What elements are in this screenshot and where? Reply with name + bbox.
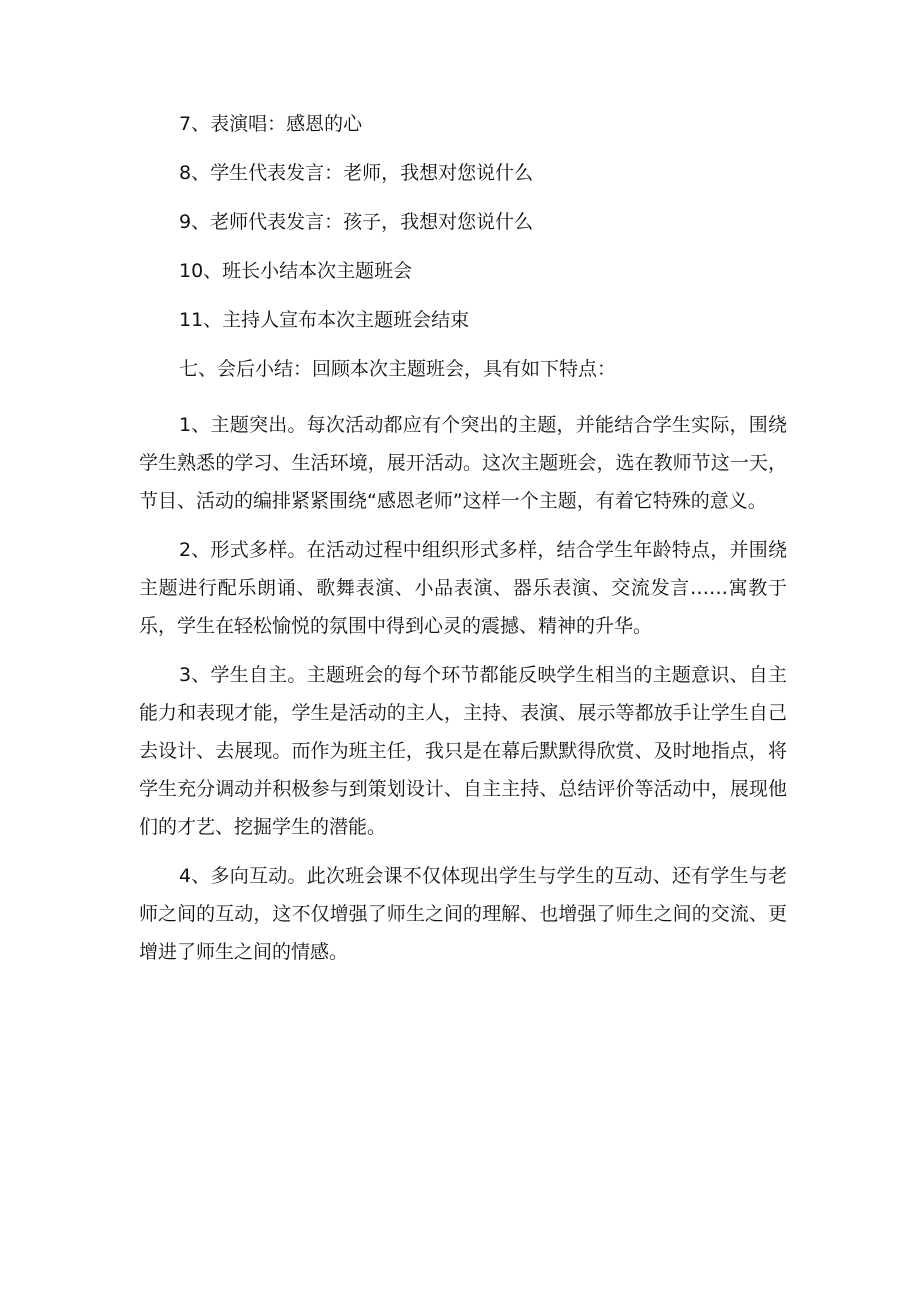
- program-item-7: 7、表演唱：感恩的心: [179, 113, 363, 135]
- program-item-8: 8、学生代表发言：老师，我想对您说什么: [179, 162, 534, 184]
- section-heading-summary: 七、会后小结：回顾本次主题班会，具有如下特点：: [179, 358, 617, 380]
- paragraph-theme: 1、主题突出。每次活动都应有个突出的主题，并能结合学生实际，围绕学生熟悉的学习、生活环境，展开活动。这次主题班会，选在教师节这一天，节目、活动的编排紧紧围绕“感恩老师”这样一个主题，有着它特殊的意义。: [139, 414, 787, 512]
- document-body: [139, 112, 787, 982]
- program-item-10: 10、班长小结本次主题班会: [179, 260, 413, 282]
- paragraph-format: 2、形式多样。在活动过程中组织形式多样，结合学生年龄特点，并围绕主题进行配乐朗诵、歌舞表演、小品表演、器乐表演、交流发言……寓教于乐，学生在轻松愉悦的氛围中得到心灵的震撼、精神的升华。: [139, 539, 787, 637]
- program-item-11: 11、主持人宣布本次主题班会结束: [179, 309, 470, 331]
- paragraph-interaction: 4、多向互动。此次班会课不仅体现出学生与学生的互动、还有学生与老师之间的互动，这不仅增强了师生之间的理解、也增强了师生之间的交流、更增进了师生之间的情感。: [139, 865, 787, 963]
- paragraph-autonomy: 3、学生自主。主题班会的每个环节都能反映学生相当的主题意识、自主能力和表现才能，学生是活动的主人，主持、表演、展示等都放手让学生自己去设计、去展现。而作为班主任，我只是在幕后默默得欣赏、及时地指点，将学生充分调动并积极参与到策划设计、自主主持、总结评价等活动中，展现他们的才艺、挖掘学生的潜能。: [139, 664, 787, 838]
- program-item-9: 9、老师代表发言：孩子，我想对您说什么: [179, 211, 534, 233]
